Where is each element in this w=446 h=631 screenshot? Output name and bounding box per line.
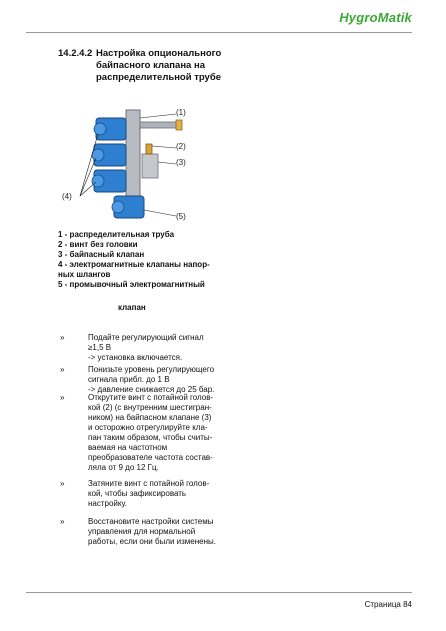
pipe-fitting xyxy=(176,120,182,130)
callout-1: (1) xyxy=(176,108,186,117)
distribution-pipe xyxy=(126,110,140,210)
step-text: Восстановите настройки системы управления для нормальной работы, если они были изменены. xyxy=(88,517,217,546)
solenoid-valve-3 xyxy=(92,170,126,192)
outlet-pipe xyxy=(140,122,178,128)
legend-item: 2 - винт без головки xyxy=(58,240,138,249)
bypass-valve-figure xyxy=(58,100,198,230)
callout-5: (5) xyxy=(176,212,186,221)
step-bullet: » xyxy=(60,479,65,488)
figure-legend xyxy=(58,230,218,290)
header-rule xyxy=(26,32,412,33)
flush-solenoid-valve xyxy=(112,196,144,218)
legend-item: 1 - распределительная труба xyxy=(58,230,175,239)
legend-continuation: клапан xyxy=(118,303,146,312)
step-text: Затяните винт с потайной голов- кой, чтобы зафиксировать настройку. xyxy=(88,479,210,508)
solenoid-valve-2 xyxy=(92,144,126,166)
section-number: 14.2.4.2 xyxy=(58,48,93,59)
step-bullet: » xyxy=(60,517,65,526)
legend-item: 5 - промывочный электромагнитный xyxy=(58,280,205,289)
step-text: Открутите винт с потайной голов- кой (2) (с внутренним шестигран- ником) на байпасном клапане (3) и осторожно отрегулируйте кла- пан таким образом, чтобы считы- ваемая на частотном преобразователе частота состав- ляла от 9 до 12 Гц. xyxy=(88,393,214,472)
step-text: Понизьте уровень регулирующего сигнала прибл. до 1 В -> давление снижается до 25 бар. xyxy=(88,365,215,394)
step-text: Подайте регулирующий сигнал ≥1,5 В -> установка включается. xyxy=(88,333,204,362)
section-title: Настройка опционального байпасного клапана на распределительной трубе xyxy=(96,48,222,83)
solenoid-valve-1 xyxy=(94,118,126,140)
legend-item: 4 - электромагнитные клапаны напор- xyxy=(58,260,210,269)
page-number: Страница 84 xyxy=(364,600,412,609)
callout-2: (2) xyxy=(176,142,186,151)
step-bullet: » xyxy=(60,365,65,374)
bypass-valve xyxy=(142,154,158,178)
footer-rule xyxy=(26,592,412,593)
hygromatik-logo: HygroMatik xyxy=(339,10,412,25)
callout-4: (4) xyxy=(62,192,72,201)
headless-screw xyxy=(146,144,152,154)
legend-item: 3 - байпасный клапан xyxy=(58,250,145,259)
legend-item: ных шлангов xyxy=(58,270,111,279)
step-bullet: » xyxy=(60,333,65,342)
step-bullet: » xyxy=(60,393,65,402)
callout-3: (3) xyxy=(176,158,186,167)
